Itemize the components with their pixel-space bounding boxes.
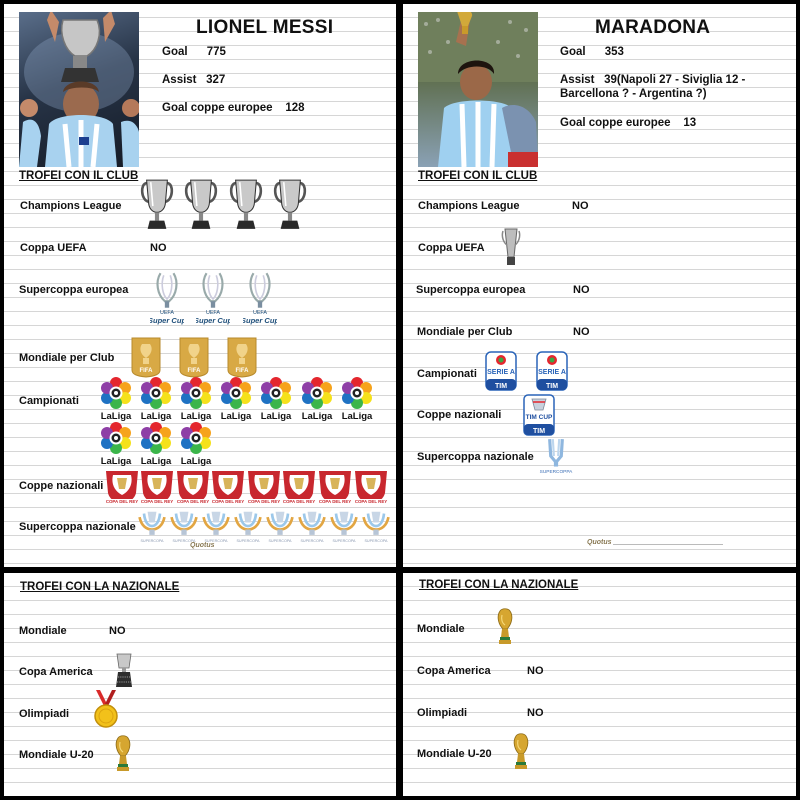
messi-goal bbox=[162, 46, 226, 58]
supercopa-icon bbox=[296, 507, 328, 545]
messi-row-national-super-cup: Supercoppa nazionale bbox=[19, 521, 136, 533]
maradona-name: MARADONA bbox=[595, 17, 711, 38]
messi-row-national-cups: Coppe nazionali bbox=[19, 480, 104, 492]
maradona-row-club-world-cup: Mondiale per Club bbox=[417, 326, 513, 338]
fifa-club-world-cup-icon bbox=[178, 336, 210, 378]
maradona-champions-league-value: NO bbox=[572, 200, 589, 212]
maradona-national-panel bbox=[403, 573, 796, 796]
messi-national-section-title: TROFEI CON LA NAZIONALE bbox=[20, 581, 180, 593]
messi-row-copa-america: Copa America bbox=[19, 666, 93, 678]
supercopa-icon bbox=[360, 507, 392, 545]
supercopa-icon bbox=[136, 507, 168, 545]
copa-del-rey-icon bbox=[353, 467, 389, 507]
maradona-national-section-title: TROFEI CON LA NAZIONALE bbox=[419, 579, 579, 591]
euro-goals-value: 128 bbox=[285, 102, 305, 114]
maradona-row-league-titles: Campionati bbox=[417, 368, 477, 380]
messi-euro-goals bbox=[162, 102, 305, 114]
brand-line bbox=[613, 544, 723, 545]
serie-a-icon bbox=[536, 351, 568, 391]
maradona-row-world-cup: Mondiale bbox=[417, 623, 465, 635]
messi-club-section-title: TROFEI CON IL CLUB bbox=[19, 170, 139, 182]
serie-a-icon bbox=[485, 351, 517, 391]
laliga-logo-icon bbox=[176, 422, 216, 470]
uefa-cup-icon bbox=[501, 226, 521, 268]
copa-del-rey-icon bbox=[281, 467, 317, 507]
messi-row-uefa-cup: Coppa UEFA bbox=[20, 242, 87, 254]
copa-del-rey-icon bbox=[175, 467, 211, 507]
laliga-logo-icon bbox=[136, 422, 176, 470]
supercoppa-icon bbox=[537, 436, 575, 476]
laliga-logo-text: LaLiga bbox=[220, 411, 252, 422]
champions-league-trophy-icon bbox=[183, 177, 219, 231]
laliga-logo-text: LaLiga bbox=[180, 456, 212, 467]
laliga-logo-icon bbox=[256, 377, 296, 425]
laliga-logo-icon bbox=[176, 377, 216, 425]
messi-photo bbox=[19, 12, 139, 167]
euro-goals-label: Goal coppe europee bbox=[560, 117, 671, 129]
assist-label: Assist bbox=[560, 74, 595, 86]
maradona-goal bbox=[560, 46, 624, 58]
messi-row-champions-league: Champions League bbox=[20, 200, 122, 212]
laliga-logo-text: LaLiga bbox=[100, 411, 132, 422]
champions-league-trophy-icon bbox=[228, 177, 264, 231]
messi-row-world-cup: Mondiale bbox=[19, 625, 67, 637]
maradona-row-u20-world-cup: Mondiale U-20 bbox=[417, 748, 492, 760]
goal-value: 775 bbox=[206, 46, 226, 58]
messi-national-panel bbox=[4, 573, 396, 796]
messi-row-olympics: Olimpiadi bbox=[19, 708, 70, 720]
maradona-row-champions-league: Champions League bbox=[418, 200, 520, 212]
champions-league-trophy-icon bbox=[272, 177, 308, 231]
laliga-logo-text: LaLiga bbox=[180, 411, 212, 422]
messi-club-panel bbox=[4, 4, 396, 567]
brand-watermark: Quotus bbox=[190, 542, 215, 549]
euro-goals-value: 13 bbox=[683, 117, 697, 129]
goal-value: 353 bbox=[604, 46, 624, 58]
goal-label: Goal bbox=[162, 46, 188, 58]
maradona-row-uefa-cup: Coppa UEFA bbox=[418, 242, 485, 254]
assist-value: 39(Napoli 27 - Siviglia 12 - bbox=[604, 74, 746, 86]
maradona-photo bbox=[418, 12, 538, 167]
messi-name: LIONEL MESSI bbox=[196, 17, 334, 38]
assist-label: Assist bbox=[162, 74, 197, 86]
laliga-logo-icon bbox=[96, 422, 136, 470]
laliga-logo-text: LaLiga bbox=[100, 456, 132, 467]
laliga-logo-text: LaLiga bbox=[341, 411, 373, 422]
uefa-super-cup-icon bbox=[196, 271, 230, 325]
world-cup-icon bbox=[112, 733, 134, 775]
maradona-club-panel bbox=[403, 4, 796, 567]
fifa-club-world-cup-icon bbox=[130, 336, 162, 378]
world-cup-icon bbox=[494, 606, 516, 648]
messi-row-u20-world-cup: Mondiale U-20 bbox=[19, 749, 94, 761]
supercopa-icon bbox=[328, 507, 360, 545]
maradona-row-copa-america: Copa America bbox=[417, 665, 491, 677]
maradona-super-cup-value: NO bbox=[573, 284, 590, 296]
maradona-photo-art bbox=[418, 12, 538, 167]
champions-league-trophy-icon bbox=[139, 177, 175, 231]
messi-row-super-cup: Supercoppa europea bbox=[19, 284, 129, 296]
brand-watermark: Quotus bbox=[587, 539, 612, 546]
assist-value: 327 bbox=[206, 74, 226, 86]
laliga-logo-icon bbox=[216, 377, 256, 425]
euro-goals-label: Goal coppe europee bbox=[162, 102, 273, 114]
maradona-olympics-value: NO bbox=[527, 707, 544, 719]
world-cup-icon bbox=[510, 731, 532, 773]
uefa-super-cup-icon bbox=[243, 271, 277, 325]
laliga-logo-text: LaLiga bbox=[140, 456, 172, 467]
fifa-club-world-cup-icon bbox=[226, 336, 258, 378]
messi-uefa-cup-value: NO bbox=[150, 242, 167, 254]
maradona-club-section-title: TROFEI CON IL CLUB bbox=[418, 170, 538, 182]
maradona-row-national-cups: Coppe nazionali bbox=[417, 409, 502, 421]
goal-label: Goal bbox=[560, 46, 586, 58]
maradona-row-national-super-cup: Supercoppa nazionale bbox=[417, 451, 534, 463]
maradona-euro-goals bbox=[560, 117, 696, 129]
laliga-logo-text: LaLiga bbox=[140, 411, 172, 422]
uefa-super-cup-icon bbox=[150, 271, 184, 325]
supercopa-icon bbox=[168, 507, 200, 545]
messi-world-cup-value: NO bbox=[109, 625, 126, 637]
copa-del-rey-icon bbox=[104, 467, 140, 507]
copa-del-rey-icon bbox=[246, 467, 282, 507]
maradona-club-world-cup-value: NO bbox=[573, 326, 590, 338]
maradona-assist-detail: Barcellona ? - Argentina ?) bbox=[560, 88, 707, 100]
laliga-logo-icon bbox=[297, 377, 337, 425]
supercopa-icon bbox=[264, 507, 296, 545]
copa-america-icon bbox=[112, 649, 136, 691]
copa-del-rey-icon bbox=[317, 467, 353, 507]
laliga-logo-text: LaLiga bbox=[301, 411, 333, 422]
maradona-row-olympics: Olimpiadi bbox=[417, 707, 468, 719]
copa-del-rey-icon bbox=[210, 467, 246, 507]
laliga-logo-icon bbox=[96, 377, 136, 425]
copa-del-rey-icon bbox=[139, 467, 175, 507]
maradona-assist bbox=[560, 74, 745, 86]
messi-row-club-world-cup: Mondiale per Club bbox=[19, 352, 115, 364]
messi-assist bbox=[162, 74, 225, 86]
maradona-copa-america-value: NO bbox=[527, 665, 544, 677]
laliga-logo-text: LaLiga bbox=[260, 411, 292, 422]
messi-row-league-titles: Campionati bbox=[19, 395, 79, 407]
olympic-gold-medal-icon bbox=[92, 689, 120, 731]
tim-cup-icon bbox=[523, 394, 555, 436]
supercopa-icon bbox=[200, 507, 232, 545]
messi-photo-art bbox=[19, 12, 139, 167]
laliga-logo-icon bbox=[337, 377, 377, 425]
laliga-logo-icon bbox=[136, 377, 176, 425]
supercopa-icon bbox=[232, 507, 264, 545]
maradona-row-super-cup: Supercoppa europea bbox=[416, 284, 526, 296]
